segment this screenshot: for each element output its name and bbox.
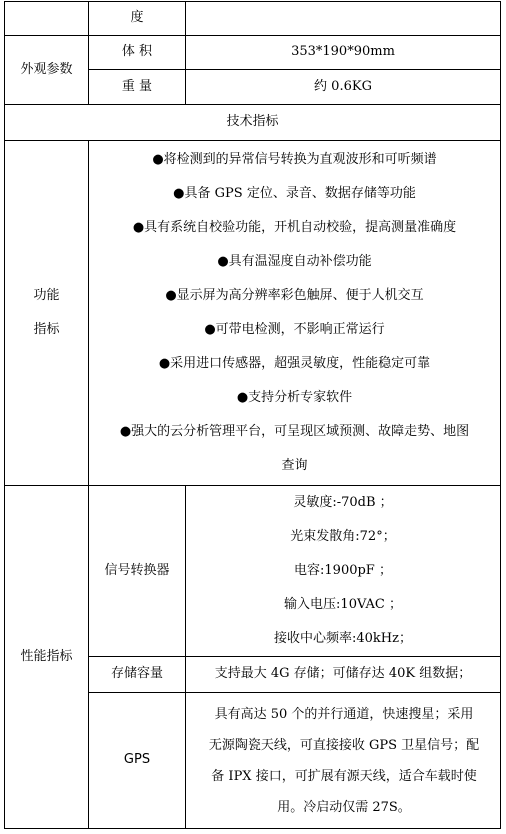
performance-group-label: 性能指标 (5, 486, 89, 829)
weight-value: 约 0.6KG (186, 70, 501, 105)
function-item: ●具有温湿度自动补偿功能 (217, 254, 372, 269)
function-item: ●采用进口传感器，超强灵敏度，性能稳定可靠 (158, 356, 431, 371)
table-row (5, 486, 501, 657)
function-item: ●将检测到的异常信号转换为直观波形和可听频谱 (152, 152, 437, 167)
gps-description (186, 693, 501, 829)
table-row (5, 2, 501, 36)
signal-spec: 光束发散角:72°； (290, 529, 396, 544)
gps-line: 无源陶瓷天线，可直接接收 GPS 卫星信号；配 (208, 737, 480, 753)
signal-spec: 接收中心频率:40kHz； (274, 631, 412, 646)
spec-table (4, 1, 501, 829)
table-cell (186, 2, 501, 36)
function-label-line2: 指标 (33, 322, 60, 337)
table-row (5, 105, 501, 141)
storage-label: 存储容量 (89, 657, 186, 693)
function-item-last-line2: 查询 (281, 458, 308, 473)
function-item-last-line1: ●强大的云分析管理平台，可呈现区域预测、故障走势、地图 (119, 424, 470, 439)
signal-spec: 电容:1900pF ； (294, 563, 392, 578)
function-item: ●具有系统自校验功能，开机自动校验，提高测量准确度 (132, 220, 457, 235)
function-label (5, 141, 89, 486)
table-row (5, 36, 501, 70)
signal-spec: 灵敏度:-70dB ； (293, 495, 393, 510)
function-item: ●支持分析专家软件 (236, 390, 353, 405)
function-item: ●显示屏为高分辨率彩色触屏、便于人机交互 (165, 288, 424, 303)
function-item: ●可带电检测，不影响正常运行 (204, 322, 385, 337)
volume-label: 体 积 (89, 36, 186, 70)
gps-line: 用。冷启动仅需 27S。 (277, 799, 411, 815)
partial-label: 度 (89, 2, 186, 36)
gps-label: GPS (89, 693, 186, 829)
signal-spec: 输入电压:10VAC ； (284, 597, 402, 612)
volume-value: 353*190*90mm (186, 36, 501, 70)
signal-specs (186, 486, 501, 657)
function-list (89, 141, 501, 486)
tech-header: 技术指标 (5, 105, 501, 141)
table-cell (5, 2, 89, 36)
function-item: ●具备 GPS 定位、录音、数据存储等功能 (173, 186, 416, 201)
function-label-line1: 功能 (33, 288, 60, 303)
table-row (5, 141, 501, 486)
signal-converter-label: 信号转换器 (89, 486, 186, 657)
gps-line: 备 IPX 接口，可扩展有源天线，适合车载时使 (211, 768, 477, 784)
appearance-group-label: 外观参数 (5, 36, 89, 105)
storage-value: 支持最大 4G 存储；可储存达 40K 组数据； (186, 657, 501, 693)
gps-line: 具有高达 50 个的并行通道，快速搜星；采用 (214, 706, 474, 722)
weight-label: 重 量 (89, 70, 186, 105)
